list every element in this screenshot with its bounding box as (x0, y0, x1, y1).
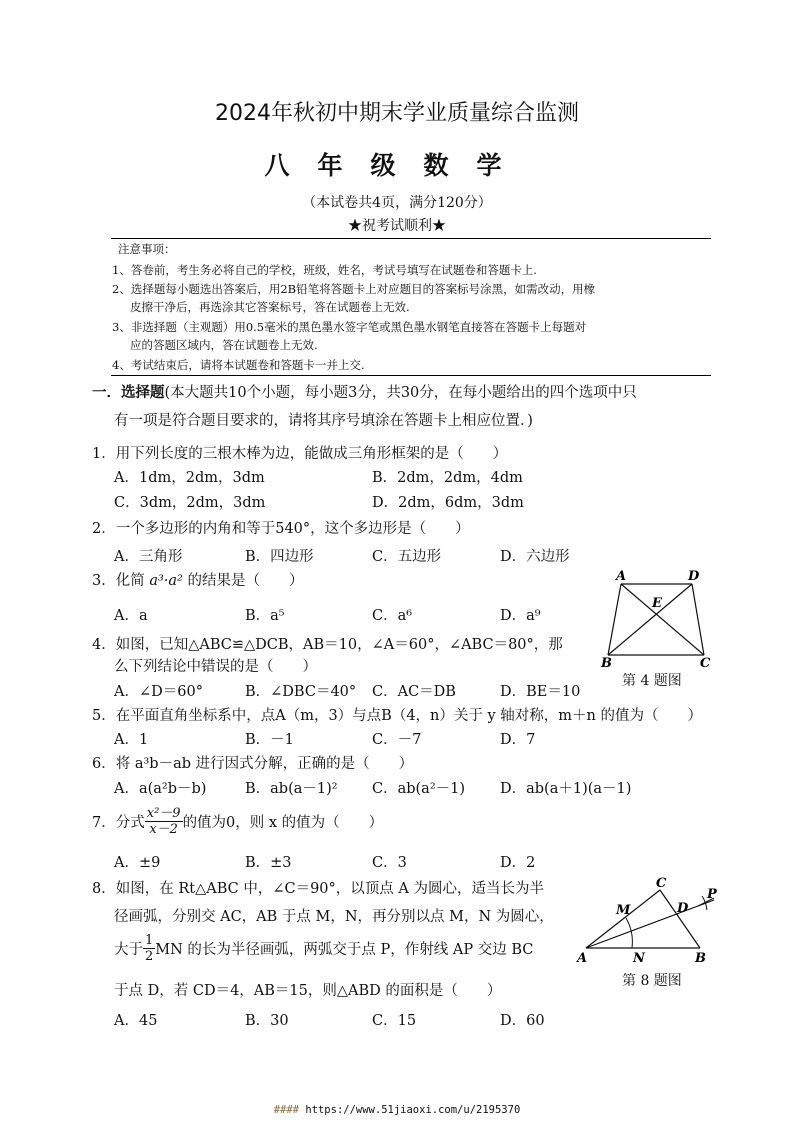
q5-option-c: C．－7 (372, 732, 422, 748)
q3-option-d: D．a⁹ (500, 608, 541, 624)
q2-option-d: D．六边形 (500, 549, 570, 565)
q1-option-b: B．2dm，2dm，4dm (372, 470, 523, 486)
notice-line: 皮擦干净后，再选涂其它答案标号，答在试题卷上无效. (130, 300, 410, 314)
q8-half-fraction (143, 933, 155, 964)
point-label-d: D (677, 901, 689, 916)
q7-option-a: A．±9 (114, 855, 161, 871)
q8-option-b: B．30 (245, 1013, 289, 1029)
q4-option-a: A．∠D＝60° (114, 684, 203, 700)
figure-8-diagram (574, 876, 724, 968)
point-label-c: C (700, 656, 711, 668)
q3-stem-post: 的结果是（ ） (182, 573, 304, 589)
point-label-e: E (652, 596, 662, 611)
q7-fraction (145, 806, 183, 837)
q6-option-d: D．ab(a＋1)(a－1) (500, 781, 632, 797)
question-8-stem-frac-line (114, 933, 533, 964)
section-desc-cont: 有一项是符合题目要求的，请将其序号填涂在答题卡上相应位置．) (114, 413, 533, 429)
q7-option-c: C．3 (372, 855, 407, 871)
figure-4-diagram (596, 568, 716, 668)
q8-half-numerator: 1 (145, 933, 154, 948)
q3-expression: a³·a² (149, 573, 183, 589)
q7-denominator: x－2 (149, 822, 178, 837)
segment-ac (621, 584, 704, 655)
q3-stem-pre: 3．化简 (92, 573, 150, 589)
notice-line: 1、答卷前，考生务必将自己的学校，班级，姓名，考试号填写在试题卷和答题卡上. (112, 263, 537, 277)
segment-dc (692, 584, 704, 655)
good-luck-line: ★祝考试顺利★ (348, 218, 446, 234)
q4-option-c: C．AC＝DB (372, 684, 456, 700)
footer-url[interactable]: https://www.51jiaoxi.com/u/2195370 (305, 1104, 521, 1116)
q7-option-b: B．±3 (245, 855, 292, 871)
question-3-stem (92, 569, 303, 590)
q5-option-a: A．1 (114, 732, 149, 748)
section-heading (92, 381, 637, 402)
point-label-p: P (707, 887, 717, 902)
q3-option-a: A．a (114, 608, 148, 624)
q5-option-b: B．－1 (245, 732, 294, 748)
q8-half-denominator: 2 (145, 949, 154, 964)
point-label-b: B (601, 656, 612, 668)
point-label-d: D (688, 569, 700, 584)
q4-option-d: D．BE＝10 (500, 684, 581, 700)
exam-title: 2024年秋初中期末学业质量综合监测 (215, 101, 579, 126)
notice-line: 应的答题区域内，答在试题卷上无效. (130, 338, 318, 352)
q3-option-b: B．a⁵ (245, 608, 285, 624)
notice-line: 2、选择题每小题选出答案后，用2B铅笔将答题卡上对应题目的答案标号涂黑，如需改动，用橡 (112, 282, 596, 296)
point-label-a: A (577, 951, 588, 966)
segment-ab (608, 584, 621, 655)
question-5-stem: 5．在平面直角坐标系中，点A（m，3）与点B（4，n）关于 y 轴对称，m＋n 的值为（ ） (92, 708, 702, 724)
question-7-stem (92, 806, 383, 837)
q2-option-b: B．四边形 (245, 549, 314, 565)
figure-4-caption: 第 4 题图 (622, 673, 682, 689)
q7-stem-post: 的值为0，则 x 的值为（ ） (182, 815, 384, 831)
footer-mark: #### (273, 1104, 300, 1116)
point-label-m: M (616, 903, 631, 918)
question-6-stem: 6．将 a³b－ab 进行因式分解，正确的是（ ） (92, 756, 414, 772)
q4-option-b: B．∠DBC＝40° (245, 684, 357, 700)
segment-ac (586, 890, 660, 948)
subject-title: 八年级数学 (264, 151, 530, 180)
q8-option-a: A．45 (114, 1013, 158, 1029)
q1-option-d: D．2dm，6dm，3dm (372, 495, 524, 511)
point-label-c: C (656, 876, 667, 891)
question-4-stem-cont: 么下列结论中错误的是（ ） (114, 659, 317, 675)
q2-option-c: C．五边形 (372, 549, 442, 565)
q6-option-a: A．a(a²b－b) (114, 781, 207, 797)
question-1-stem: 1．用下列长度的三根木棒为边，能做成三角形框架的是（ ） (92, 446, 508, 462)
segment-cb (660, 890, 700, 948)
point-label-b: B (695, 951, 706, 966)
notice-line: 4、考试结束后，请将本试题卷和答题卡一并上交. (112, 358, 365, 372)
q6-option-b: B．ab(a－1)² (245, 781, 338, 797)
section-title: 一．选择题 (92, 384, 165, 401)
notice-heading: 注意事项： (118, 242, 176, 256)
q1-option-c: C．3dm，2dm，3dm (114, 495, 266, 511)
question-8-stem-end: 于点 D，若 CD＝4，AB＝15，则△ABD 的面积是（ ） (114, 983, 502, 999)
q8-stem3-post: MN 的长为半径画弧，两弧交于点 P，作射线 AP 交边 BC (155, 942, 534, 958)
exam-meta: （本试卷共4页，满分120分） (302, 195, 492, 211)
q2-option-a: A．三角形 (114, 549, 183, 565)
question-2-stem: 2．一个多边形的内角和等于540°，这个多边形是（ ） (92, 521, 470, 537)
question-8-stem: 8．如图，在 Rt△ABC 中，∠C＝90°，以顶点 A 为圆心，适当长为半 (92, 881, 544, 897)
q8-option-d: D．60 (500, 1013, 545, 1029)
point-label-a: A (616, 569, 627, 584)
q1-option-a: A．1dm，2dm，3dm (114, 470, 265, 486)
q5-option-d: D．7 (500, 732, 536, 748)
divider-bottom (111, 375, 711, 376)
q3-option-c: C．a⁶ (372, 608, 413, 624)
section-desc: (本大题共10个小题，每小题3分，共30分，在每小题给出的四个选项中只 (164, 385, 637, 401)
question-8-stem-cont: 径画弧，分别交 AC，AB 于点 M，N，再分别以点 M，N 为圆心， (114, 909, 554, 925)
footer-watermark (0, 1104, 794, 1116)
notice-line: 3、非选择题（主观题）用0.5毫米的黑色墨水签字笔或黑色墨水钢笔直接答在答题卡上每题对 (112, 320, 587, 334)
question-4-stem: 4．如图，已知△ABC≌△DCB，AB＝10，∠A＝60°，∠ABC＝80°，那 (92, 637, 563, 653)
figure-8-caption: 第 8 题图 (622, 973, 682, 989)
divider-top (111, 238, 711, 239)
q7-option-d: D．2 (500, 855, 536, 871)
q7-numerator: x²－9 (146, 806, 181, 821)
q7-stem-pre: 7．分式 (92, 815, 145, 831)
q8-stem3-pre: 大于 (114, 942, 143, 958)
q6-option-c: C．ab(a²－1) (372, 781, 466, 797)
point-label-n: N (633, 951, 645, 966)
segment-db (608, 584, 692, 655)
q8-option-c: C．15 (372, 1013, 417, 1029)
